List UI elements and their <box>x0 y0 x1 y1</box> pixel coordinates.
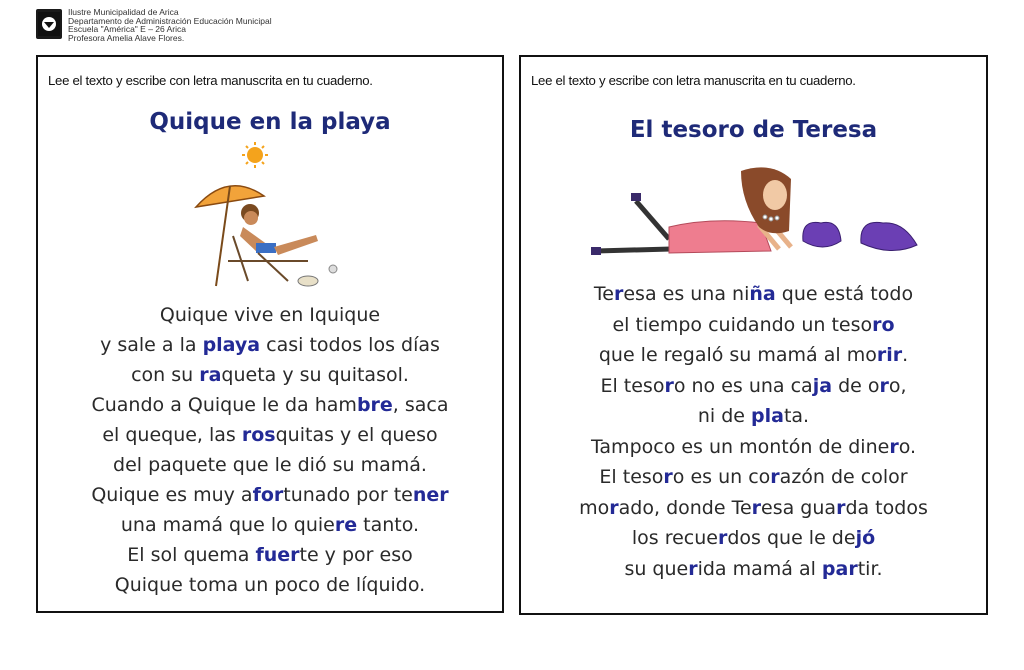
instruction-text: Lee el texto y escribe con letra manuscrita en tu cuaderno. <box>531 73 856 88</box>
text-segment: Te <box>593 283 614 305</box>
text-segment: Quique vive en Iquique <box>159 304 381 326</box>
text-segment: Tampoco es un montón de dine <box>590 435 890 458</box>
story-line <box>521 432 986 463</box>
highlighted-syllable: r <box>609 496 619 519</box>
highlighted-syllable: r <box>751 496 762 519</box>
story-line <box>521 340 986 371</box>
reading-card-teresa <box>519 55 988 615</box>
text-segment: tanto. <box>357 514 420 536</box>
highlighted-syllable: re <box>334 514 358 536</box>
text-segment: El sol quema <box>127 544 256 566</box>
header-line: Ilustre Municipalidad de Arica <box>68 7 179 17</box>
story-body <box>38 300 502 600</box>
highlighted-syllable: r <box>889 435 899 458</box>
text-segment: El teso <box>600 374 665 397</box>
text-segment: o. <box>898 435 917 458</box>
story-line <box>38 300 502 330</box>
story-line <box>38 480 502 510</box>
text-segment: . <box>902 344 909 366</box>
instruction-text: Lee el texto y escribe con letra manuscrita en tu cuaderno. <box>48 73 373 88</box>
highlighted-syllable: ja <box>812 374 833 397</box>
highlighted-syllable: ña <box>749 283 776 305</box>
text-segment: tunado por te <box>283 484 413 506</box>
highlighted-syllable: r <box>663 466 673 488</box>
boy-under-beach-umbrella-icon <box>188 141 358 305</box>
text-segment: su que <box>624 557 689 580</box>
highlighted-syllable: r <box>770 466 780 488</box>
story-line <box>521 493 986 524</box>
highlighted-syllable: ro <box>872 313 895 336</box>
highlighted-syllable: ros <box>241 424 276 446</box>
story-line <box>38 420 502 450</box>
highlighted-syllable: r <box>688 557 698 580</box>
text-segment: dos que le de <box>727 527 856 549</box>
highlighted-syllable: ner <box>412 484 449 506</box>
text-segment: azón de color <box>779 466 908 488</box>
highlighted-syllable: for <box>252 484 284 506</box>
text-segment: esa es una ni <box>623 283 750 305</box>
text-segment: tir. <box>857 557 883 580</box>
highlighted-syllable: playa <box>202 334 261 356</box>
highlighted-syllable: ra <box>199 364 222 386</box>
story-line <box>38 360 502 390</box>
text-segment: , saca <box>392 394 449 416</box>
story-title: Quique en la playa <box>149 109 391 135</box>
story-line <box>38 510 502 540</box>
text-segment: Cuando a Quique le da ham <box>91 394 357 416</box>
highlighted-syllable: fuer <box>255 544 300 566</box>
text-segment: te y por eso <box>299 544 413 566</box>
highlighted-syllable: par <box>821 557 858 580</box>
story-line <box>521 523 986 554</box>
text-segment: ado, donde Te <box>618 496 752 519</box>
header-text <box>68 8 272 42</box>
text-segment: que está todo <box>775 283 914 305</box>
text-segment: el tiempo cuidando un teso <box>612 313 873 336</box>
text-segment: o es un co <box>672 466 771 488</box>
text-segment: El teso <box>599 466 664 488</box>
header-line: Escuela "América" E – 26 Arica <box>68 24 187 35</box>
text-segment: esa gua <box>761 496 837 519</box>
text-segment: de o <box>832 374 880 397</box>
municipal-shield-icon <box>36 9 62 39</box>
story-line <box>38 390 502 420</box>
text-segment: y sale a la <box>100 334 203 356</box>
story-line <box>38 540 502 570</box>
text-segment: del paquete que le dió su mamá. <box>113 454 427 476</box>
story-line <box>521 401 986 432</box>
text-segment: el queque, las <box>102 424 242 446</box>
text-segment: que le regaló su mamá al mo <box>598 344 877 366</box>
story-body <box>521 279 986 584</box>
header-line: Departamento de Administración Educación Municipal <box>68 15 272 26</box>
highlighted-syllable: r <box>613 283 624 305</box>
text-segment: ni de <box>697 405 752 427</box>
story-line <box>521 371 986 402</box>
highlighted-syllable: jó <box>855 527 876 549</box>
highlighted-syllable: r <box>836 496 846 519</box>
text-segment: Quique es muy a <box>91 484 253 506</box>
text-segment: quitas y el queso <box>275 424 438 446</box>
text-segment: los recue <box>631 527 718 549</box>
story-title: El tesoro de Teresa <box>629 117 878 143</box>
highlighted-syllable: rir <box>876 344 903 366</box>
text-segment: con su <box>131 364 200 386</box>
highlighted-syllable: pla <box>751 405 784 427</box>
text-segment: Quique toma un poco de líquido. <box>114 574 426 596</box>
story-line <box>38 570 502 600</box>
text-segment: queta y su quitasol. <box>221 364 409 386</box>
story-line <box>38 330 502 360</box>
text-segment: ta. <box>783 405 810 427</box>
story-line <box>521 554 986 585</box>
text-segment: mo <box>579 496 610 519</box>
highlighted-syllable: bre <box>356 394 393 416</box>
text-segment: casi todos los días <box>260 334 440 356</box>
story-line <box>521 462 986 493</box>
story-line <box>521 279 986 310</box>
text-segment: o no es una ca <box>673 374 813 397</box>
highlighted-syllable: r <box>664 374 674 397</box>
girl-lying-with-purple-heart-treasure-icon <box>591 161 931 261</box>
text-segment: ida mamá al <box>697 557 822 580</box>
text-segment: da todos <box>845 496 928 519</box>
text-segment: una mamá que lo quie <box>120 514 335 536</box>
story-line <box>38 450 502 480</box>
highlighted-syllable: r <box>717 527 728 549</box>
text-segment: o, <box>888 374 907 397</box>
story-line <box>521 310 986 341</box>
reading-card-quique <box>36 55 504 613</box>
header-line: Profesora Amelia Alave Flores. <box>68 32 185 43</box>
highlighted-syllable: r <box>879 374 889 397</box>
